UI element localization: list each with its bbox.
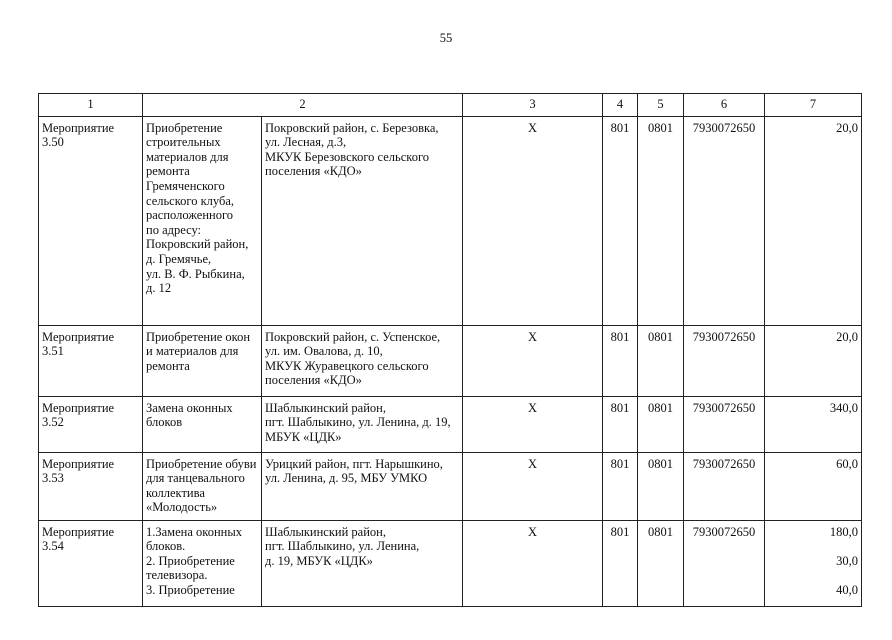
amount-cell <box>765 396 862 452</box>
location-cell: Покровский район, с. Успенское, ул. им. Овалова, д. 10, МКУК Журавецкого сельского поселения «КДО» <box>262 325 463 396</box>
amount-value: 60,0 <box>836 456 858 471</box>
header-cell-4: 4 <box>603 94 638 117</box>
location-cell: Шаблыкинский район, пгт. Шаблыкино, ул. Ленина, д. 19, МБУК «ЦДК» <box>262 520 463 606</box>
col4-cell: 801 <box>603 396 638 452</box>
event-cell: Мероприятие 3.53 <box>39 452 143 520</box>
amount-cell <box>765 452 862 520</box>
col3-cell: Х <box>463 396 603 452</box>
table-row <box>39 325 862 396</box>
table-row <box>39 396 862 452</box>
header-cell-7: 7 <box>765 94 862 117</box>
amount-cell <box>765 116 862 325</box>
col4-cell: 801 <box>603 325 638 396</box>
col5-cell: 0801 <box>638 116 684 325</box>
event-cell: Мероприятие 3.52 <box>39 396 143 452</box>
amount-value: 40,0 <box>836 582 858 597</box>
page-number: 55 <box>439 31 453 45</box>
col6-cell: 7930072650 <box>684 325 765 396</box>
header-cell-1: 1 <box>39 94 143 117</box>
col5-cell: 0801 <box>638 396 684 452</box>
description-cell: Приобретение обуви для танцевального коллектива «Молодость» <box>143 452 262 520</box>
header-row <box>39 94 862 117</box>
col6-cell: 7930072650 <box>684 452 765 520</box>
event-cell: Мероприятие 3.54 <box>39 520 143 606</box>
header-cell-6: 6 <box>684 94 765 117</box>
header-cell-2: 2 <box>143 94 463 117</box>
table-row <box>39 116 862 325</box>
col5-cell: 0801 <box>638 520 684 606</box>
col3-cell: Х <box>463 520 603 606</box>
col5-cell: 0801 <box>638 452 684 520</box>
event-cell: Мероприятие 3.51 <box>39 325 143 396</box>
location-cell: Урицкий район, пгт. Нарышкино, ул. Ленина, д. 95, МБУ УМКО <box>262 452 463 520</box>
budget-table <box>38 93 862 607</box>
amount-cell <box>765 325 862 396</box>
header-cell-3: 3 <box>463 94 603 117</box>
col4-cell: 801 <box>603 116 638 325</box>
col3-cell: Х <box>463 116 603 325</box>
description-cell: 1.Замена оконных блоков. 2. Приобретение телевизора. 3. Приобретение <box>143 520 262 606</box>
location-cell: Шаблыкинский район, пгт. Шаблыкино, ул. Ленина, д. 19, МБУК «ЦДК» <box>262 396 463 452</box>
event-cell: Мероприятие 3.50 <box>39 116 143 325</box>
table-row <box>39 452 862 520</box>
amount-value: 20,0 <box>836 120 858 135</box>
col6-cell: 7930072650 <box>684 396 765 452</box>
description-cell: Приобретение строительных материалов для ремонта Гремяченского сельского клуба, расположенного по адресу: Покровский район, д. Гремячье, ул. В. Ф. Рыбкина, д. 12 <box>143 116 262 325</box>
location-cell: Покровский район, с. Березовка, ул. Лесная, д.3, МКУК Березовского сельского поселения «КДО» <box>262 116 463 325</box>
amount-value: 20,0 <box>836 329 858 344</box>
header-cell-5: 5 <box>638 94 684 117</box>
col4-cell: 801 <box>603 520 638 606</box>
col4-cell: 801 <box>603 452 638 520</box>
amount-value: 180,0 <box>829 524 858 539</box>
col5-cell: 0801 <box>638 325 684 396</box>
description-cell: Замена оконных блоков <box>143 396 262 452</box>
amount-value: 340,0 <box>829 400 858 415</box>
amount-cell <box>765 520 862 606</box>
table-row <box>39 520 862 606</box>
col6-cell: 7930072650 <box>684 116 765 325</box>
description-cell: Приобретение окон и материалов для ремонта <box>143 325 262 396</box>
col3-cell: Х <box>463 452 603 520</box>
col6-cell: 7930072650 <box>684 520 765 606</box>
amount-value: 30,0 <box>836 553 858 568</box>
col3-cell: Х <box>463 325 603 396</box>
